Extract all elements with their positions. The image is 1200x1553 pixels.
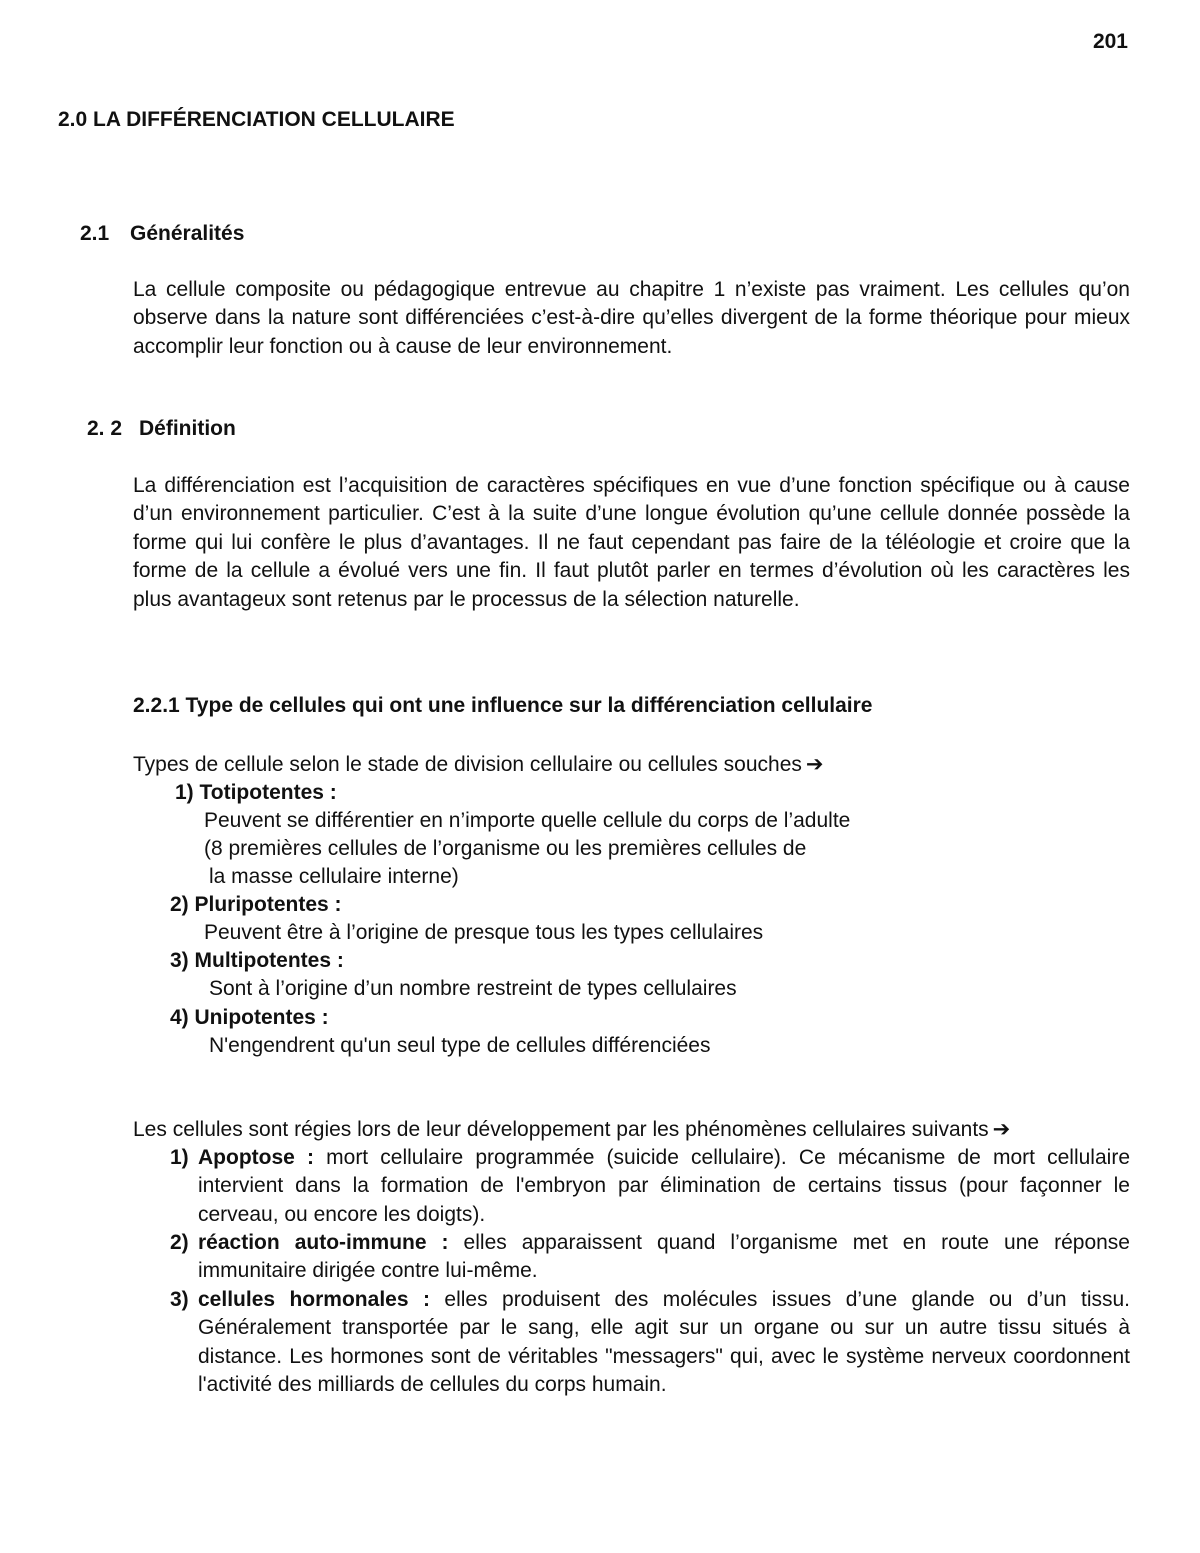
item-term: réaction auto-immune : [198,1231,449,1254]
paragraph-definition: La différenciation est l’acquisition de caractères spécifiques en vue d’une fonction spécifique ou à cause d’un environnement particulier. C’est à la suite d’une longue évolution qu’une cellule donnée possède la forme qui lui confère le plus d’avantages. Il ne faut cependant pas faire de la téléologie et croire que la forme de la cellule a évolué vers une fin. Il faut plutôt parler en termes d’évolution où les caractères les plus avantageux sont retenus par le processus de la sélection naturelle. [133,474,1130,611]
section-number: 2. 2 [87,417,123,440]
arrow-right-icon: ➔ [992,1118,1011,1141]
item-body [198,1144,1130,1229]
section-title: Généralités [130,222,245,245]
item-term: Apoptose : [198,1146,314,1169]
section-title: Définition [139,417,236,440]
item-text: mort cellulaire programmée (suicide cellulaire). Ce mécanisme de mort cellulaire intervient dans la formation de l'embryon par élimination de certains tissus (pour façonner le cerveau, ou encore les doigts). [198,1146,1130,1226]
item-number: 3) [170,1288,189,1311]
phenomena-intro [133,1116,1010,1144]
item-body [198,1229,1130,1286]
phenomenon-item-apoptose [170,1144,1130,1229]
type-desc-line: (8 premières cellules de l’organisme ou les premières cellules de [204,837,807,860]
arrow-right-icon: ➔ [805,753,824,776]
section-number: 2.1 [80,222,110,245]
type-label-pluripotentes: 2) Pluripotentes : [170,893,342,916]
phenomenon-item-hormonales [170,1286,1130,1400]
type-desc-line: Peuvent se différentier en n’importe quelle cellule du corps de l’adulte [204,809,851,832]
types-intro-text: Types de cellule selon le stade de division cellulaire ou cellules souches [133,753,802,776]
phenomenon-item-auto-immune [170,1229,1130,1286]
item-number: 2) [170,1231,189,1254]
type-label-multipotentes: 3) Multipotentes : [170,949,344,972]
item-term: cellules hormonales : [198,1288,430,1311]
main-title: 2.0 LA DIFFÉRENCIATION CELLULAIRE [58,108,455,131]
section-heading-generalites [80,222,244,246]
item-text: elles apparaissent quand l’organisme met en route une réponse immunitaire dirigée contre lui-même. [198,1231,1130,1283]
item-body [198,1286,1130,1400]
section-heading-definition [87,417,236,441]
types-intro [133,751,824,779]
type-desc-line: Sont à l’origine d’un nombre restreint de types cellulaires [209,977,737,1000]
subsection-heading-types: 2.2.1 Type de cellules qui ont une influence sur la différenciation cellulaire [133,694,873,717]
type-desc-line: la masse cellulaire interne) [209,865,459,888]
page-number: 201 [1092,30,1128,53]
item-number: 1) [170,1146,189,1169]
item-text: elles produisent des molécules issues d’une glande ou d’un tissu. Généralement transportée par le sang, elle agit sur un organe ou sur un autre tissu situés à distance. Les hormones sont de véritables "messagers" qui, avec le système nerveux coordonnent l'activité des milliards de cellules du corps humain. [198,1288,1131,1397]
phenomena-intro-text: Les cellules sont régies lors de leur développement par les phénomènes cellulaires suivants [133,1118,989,1141]
type-desc-line: Peuvent être à l’origine de presque tous les types cellulaires [204,921,764,944]
paragraph-generalites: La cellule composite ou pédagogique entrevue au chapitre 1 n’existe pas vraiment. Les cellules qu’on observe dans la nature sont différenciées c’est-à-dire qu’elles divergent de la forme théorique pour mieux accomplir leur fonction ou à cause de leur environnement. [133,278,1130,358]
type-label-unipotentes: 4) Unipotentes : [170,1006,329,1029]
type-desc-line: N'engendrent qu'un seul type de cellules différenciées [209,1034,711,1057]
type-label-totipotentes: 1) Totipotentes : [175,781,337,804]
